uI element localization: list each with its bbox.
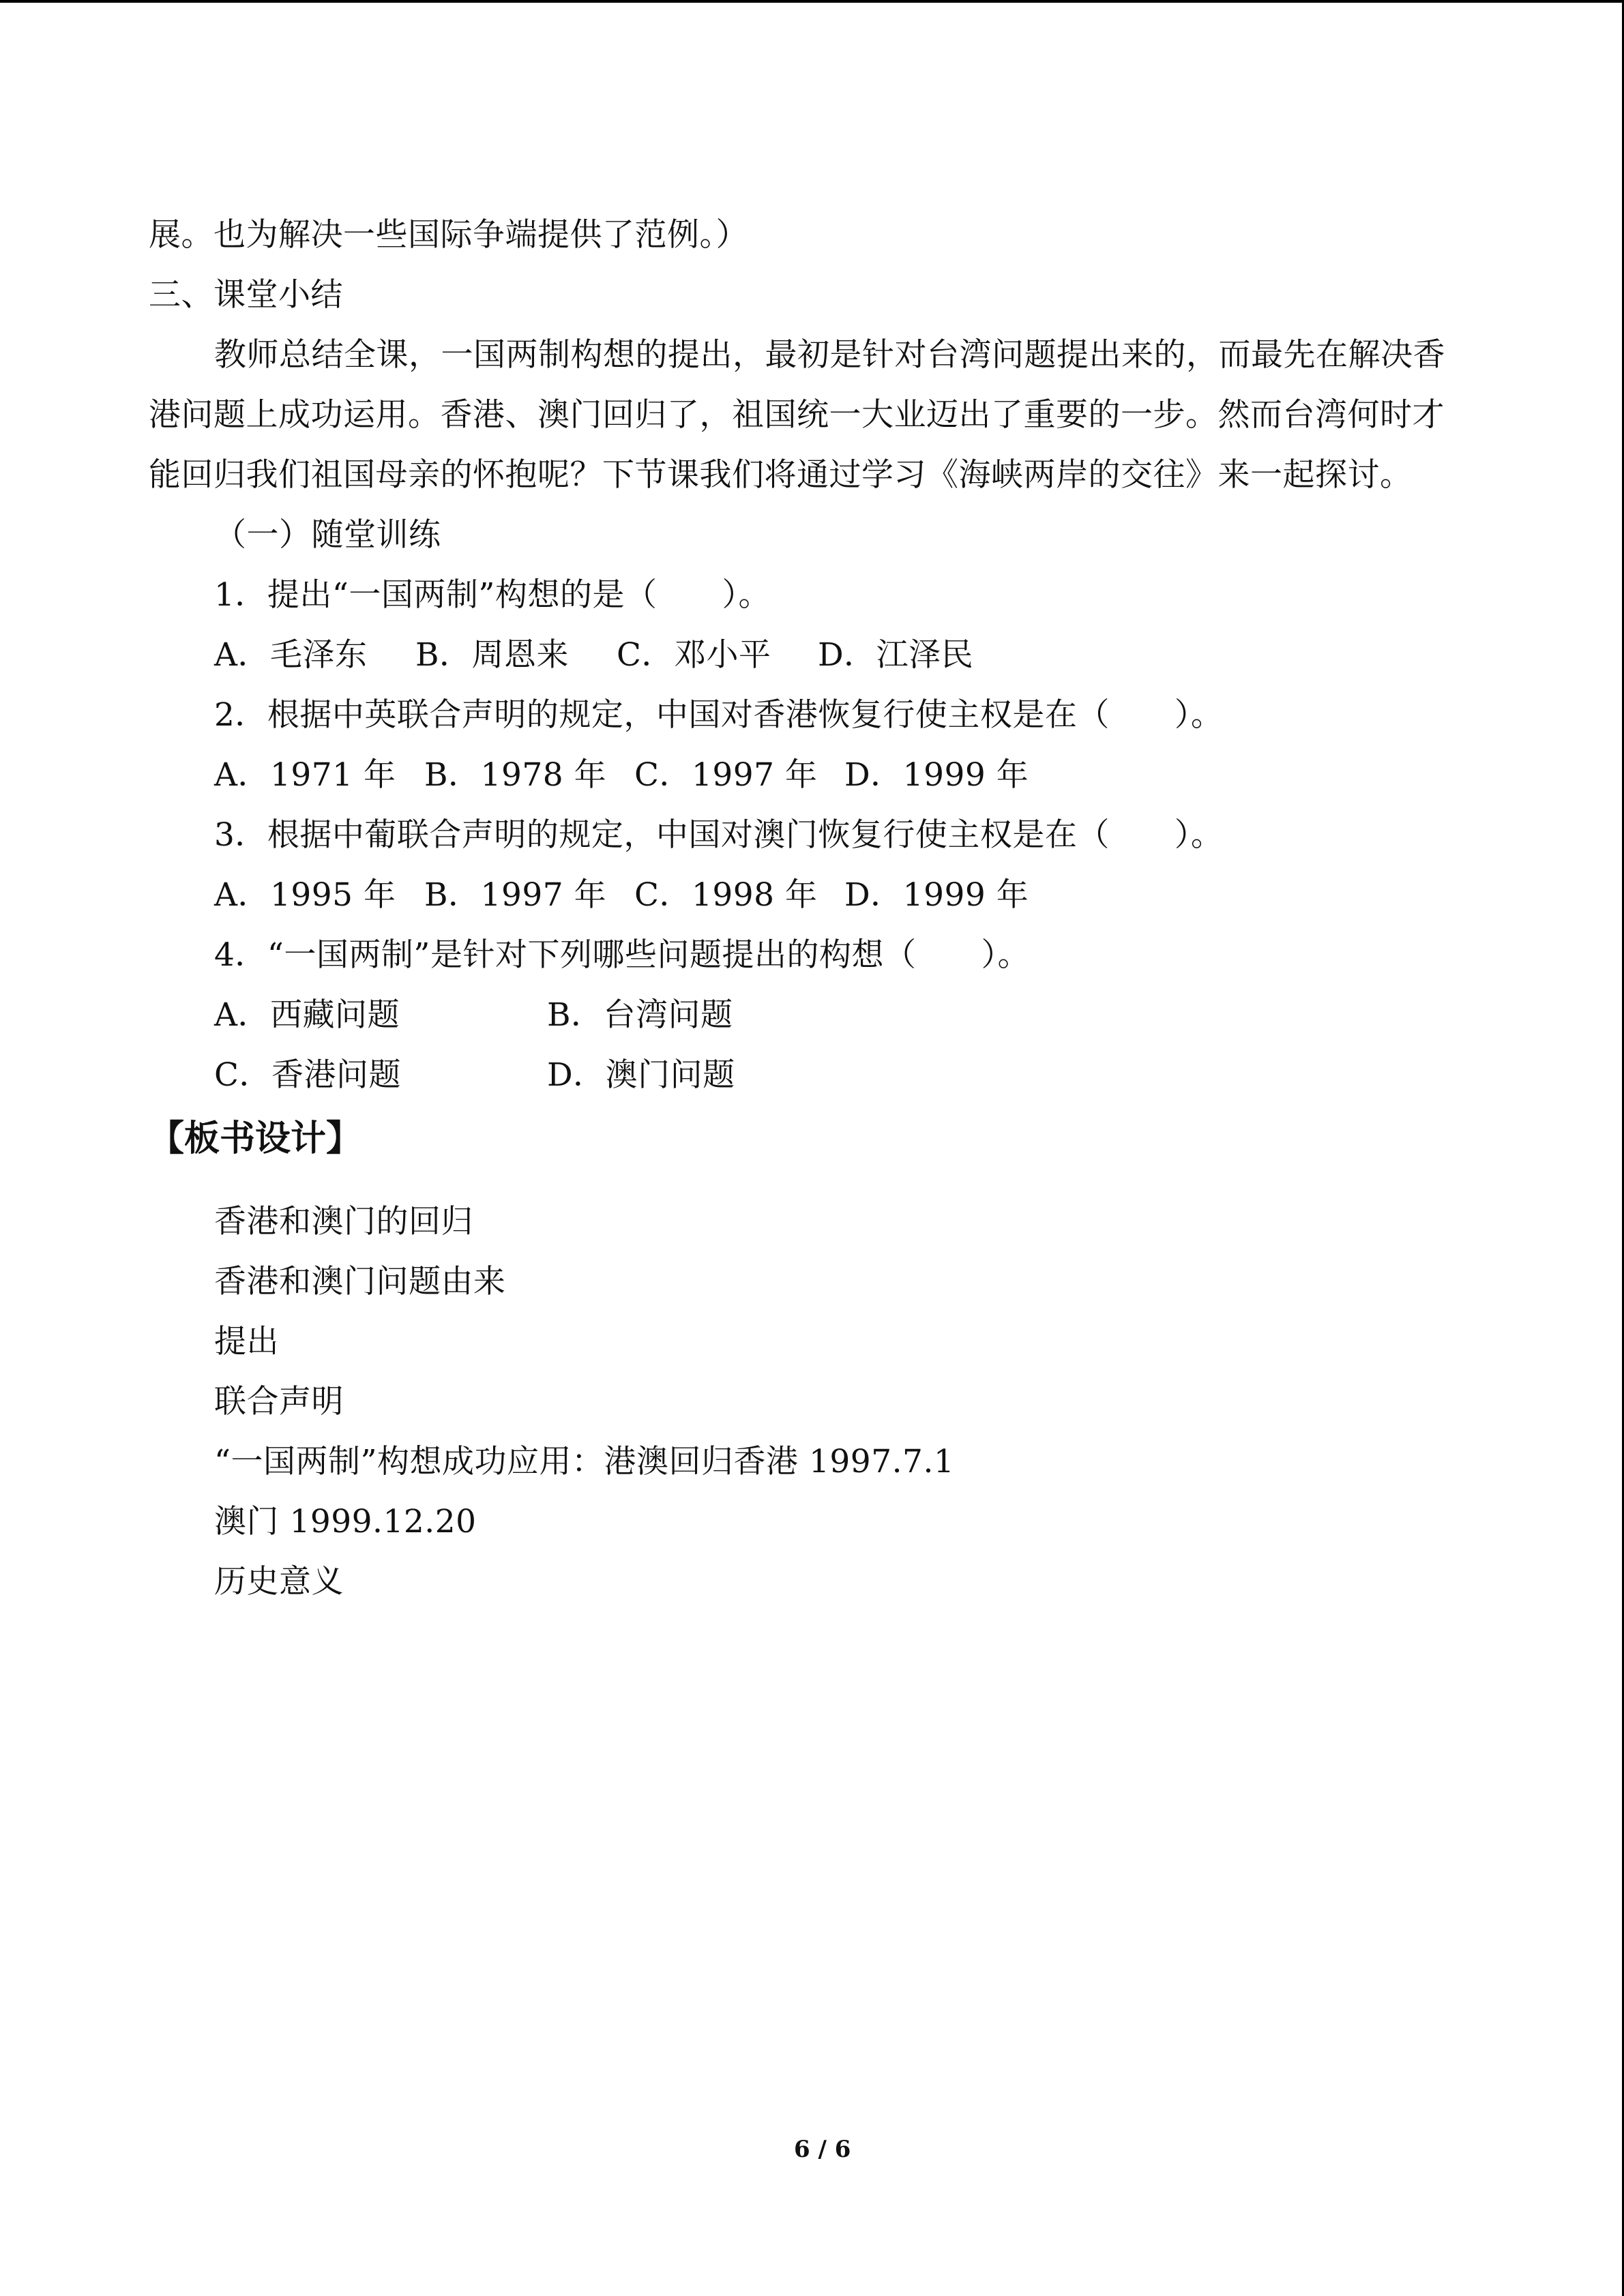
option-a: A．1971 年 [214,756,396,794]
page-number: 6 / 6 [794,2136,851,2163]
section-title-summary: 三、课堂小结 [149,276,343,314]
question-4-options-row-1 [214,995,733,1036]
question-4-options-row-2 [214,1055,735,1096]
option-d: D．1999 年 [844,756,1029,794]
option-b: B．1997 年 [424,876,607,914]
option-a: A．毛泽东 [214,636,368,674]
summary-line-3: 能回归我们祖国母亲的怀抱呢？下节课我们将通过学习《海峡两岸的交往》来一起探讨。 [149,456,1413,494]
board-design-heading: 【板书设计】 [149,1118,362,1159]
top-border-line [0,0,1624,3]
intro-line: 展。也为解决一些国际争端提供了范例。） [149,216,748,254]
question-3-options [214,875,1029,916]
option-d: D．澳门问题 [547,1056,735,1094]
option-b: B．台湾问题 [547,996,733,1034]
question-2-options [214,755,1029,796]
option-d: D．1999 年 [844,876,1029,914]
exercise-title: （一）随堂训练 [214,516,441,554]
option-c: C．香港问题 [214,1056,401,1094]
question-1-options [214,635,973,676]
option-b: B．周恩来 [415,636,570,674]
board-line-4: 联合声明 [214,1383,344,1420]
question-2: 2．根据中英联合声明的规定，中国对香港恢复行使主权是在（ ）。 [214,696,1224,734]
question-3: 3．根据中葡联合声明的规定，中国对澳门恢复行使主权是在（ ）。 [214,816,1224,854]
option-b: B．1978 年 [424,756,607,794]
board-line-3: 提出 [214,1323,279,1360]
option-a: A．西藏问题 [214,996,400,1034]
question-1: 1．提出“一国两制”构想的是（ ）。 [214,576,771,614]
summary-line-2: 港问题上成功运用。香港、澳门回归了，祖国统一大业迈出了重要的一步。然而台湾何时才 [149,396,1445,434]
option-c: C．1998 年 [634,876,818,914]
board-line-5: “一国两制”构想成功应用：港澳回归香港 1997.7.1 [214,1443,955,1480]
summary-line-1: 教师总结全课，一国两制构想的提出，最初是针对台湾问题提出来的，而最先在解决香 [214,336,1445,374]
board-line-2: 香港和澳门问题由来 [214,1263,506,1300]
option-a: A．1995 年 [214,876,396,914]
question-4: 4．“一国两制”是针对下列哪些问题提出的构想（ ）。 [214,936,1030,974]
board-line-7: 历史意义 [214,1563,344,1600]
option-c: C．1997 年 [634,756,818,794]
option-d: D．江泽民 [818,636,974,674]
board-line-1: 香港和澳门的回归 [214,1203,473,1240]
option-c: C．邓小平 [617,636,771,674]
board-line-6: 澳门 1999.12.20 [214,1503,477,1540]
